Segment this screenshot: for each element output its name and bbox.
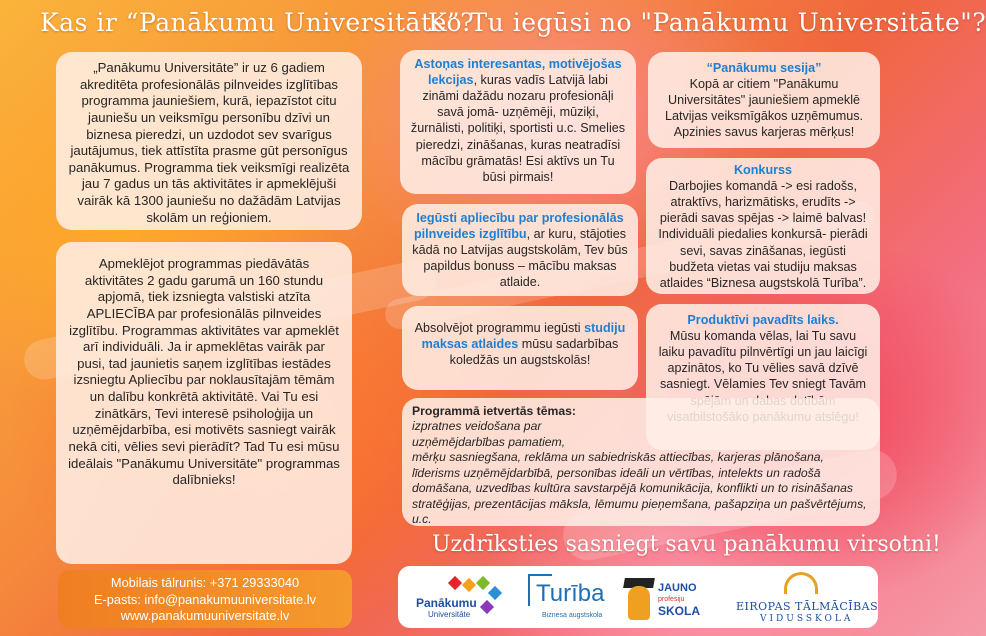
sunrise-icon: [784, 572, 818, 594]
certificate-box: [56, 242, 352, 564]
topics-title: Programmā ietvertās tēmas:: [412, 404, 576, 418]
slogan: Uzdrīksties sasniegt savu panākumu virsotni!: [432, 532, 941, 557]
productive-time-title: Produktīvi pavadīts laiks.: [687, 313, 839, 327]
etv-logo-line1: EIROPAS TĀLMĀCĪBAS: [736, 600, 879, 613]
etv-logo-line2: VIDUSSKOLA: [760, 614, 854, 624]
contact-box: [58, 570, 352, 628]
panakumu-universitate-logo: [410, 574, 500, 624]
discount-text-after: mūsu sadarbības koledžās un augstskolās!: [449, 337, 619, 368]
topics-line-1: izpratnes veidošana par uzņēmējdarbības pamatiem,: [412, 419, 566, 449]
jauno-logo-line2: profesiju: [658, 596, 685, 603]
about-program-text: „Panākumu Universitāte” ir uz 6 gadiem akreditēta profesionālās pilnveides izglītības programma jauniešiem, kurā, iepazīstot citu jauniešu un veiksmīgu personību dzīvi un biznesa pieredzi, un uzdodot sev svarīgus jautājumus, tiek attīstīta prasme gūt personīgus panākumus. Programma tiek veiksmīgi realizēta jau 7 gadus un tās aktivitātes ir apmeklējuši vairāk kā 1300 jauniešu no dažādām Latvijas skolām un reģioniem.: [68, 60, 350, 225]
hex-shape: [488, 586, 502, 600]
productive-time-text: Mūsu komanda vēlas, lai Tu savu laiku pavadītu pilnvērtīgi un jau laicīgi apzinātos, ko Tu vēlies savā dzīvē sasniegt. Vēlamies Tev sniegt Tavām: [658, 329, 868, 392]
discount-box: [402, 306, 638, 390]
certificate-benefit-highlight: Iegūsti apliecību par profesionālās pilnveides izglītību: [413, 211, 624, 242]
pu-logo-sub: Universitāte: [428, 610, 471, 619]
about-program-box: [56, 52, 362, 230]
lectures-highlight: Astoņas interesantas, motivējošas lekcijas: [414, 57, 622, 88]
jauno-profesiju-skola-logo: [622, 572, 718, 626]
eiropas-talmacibas-vidusskola-logo: [728, 570, 879, 626]
hex-shape: [462, 578, 476, 592]
jauno-logo-line3: SKOLA: [658, 604, 700, 618]
hex-shape: [480, 600, 494, 614]
lectures-box: [400, 50, 636, 194]
jauno-logo-line1: JAUNO: [658, 582, 697, 594]
hex-shape: [448, 576, 462, 590]
turiba-logo-sub: Biznesa augstskola: [542, 612, 603, 619]
topics-box: [402, 398, 880, 526]
discount-text-before: Absolvējot programmu iegūsti: [414, 321, 585, 335]
contest-box: [646, 158, 880, 294]
topics-line-2: mērķu sasniegšana, reklāma un sabiedriskās attiecības, karjeras plānošana, līderisms uzņēmējdarbībā, personības ideāli un vērtības, intelekts un radošā domāšana, uzvedības kultūra savstarpējā komunikācija, konflikti un to risināšanas stratēģijas, prezentācijas māksla, lēmumu pieņemšana, pašapziņa un pašvērtējums, u.c.: [412, 450, 867, 527]
certificate-benefit-box: [402, 204, 638, 296]
turiba-logo: [528, 574, 608, 622]
turiba-logo-title: Turība: [536, 580, 605, 607]
heading-left: Kas ir “Panākumu Universitāte”?: [40, 8, 474, 37]
hex-shape: [476, 576, 490, 590]
lectures-text: , kuras vadīs Latvijā labi zināmi dažādu nozaru profesionāļi savā jomā- uzņēmēji, mūziķi, žurnālisti, politiķi, sportisti u.c. Smelies pieredzi, zināšanas, kuras neatradīsi mācību grāmatās! Esi aktīvs un Tu būsi pirmais!: [410, 73, 626, 184]
contest-text: Darbojies komandā -> esi radošs, atraktīvs, harizmātisks, erudīts -> pierādi savas spējas -> laimē balvas! Individuāli piedalies konkursā- pierādi sevi, savas zināšanas, iegūsti budžeta vietas vai studiju maksas atlaides “Biznesa augstskolā Turība”.: [658, 179, 868, 290]
success-session-title: “Panākumu sesija”: [706, 61, 822, 75]
certificate-text: Apmeklējot programmas piedāvātās aktivitātes 2 gadu garumā un 160 stundu apjomā, tiek izsniegta valstiski atzīta APLIECĪBA par profesionālās pilnveides izglītību. Programmas aktivitātes var apmeklēt arī individuāli. Ja ir apmeklētas vairāk par pusi, tad jaunietis saņem izglītības iestādes izsniegtu Apliecību par noklausītajām tēmām un dalību konkrētā aktivitātē. Vai Tu esi zinātkārs, Tevi interesē psiholoģija un uzņēmējdarbība, esi motivēts sasniegt vairāk nekā citi, vēlies sevi pierādīt? Tad Tu esi mūsu ideālais "Panākumu Universitāte" programmas dalībnieks!: [68, 256, 340, 488]
contest-title: Konkurss: [733, 163, 793, 177]
heading-right: Ko Tu iegūsi no "Panākumu Universitāte"?: [428, 8, 986, 37]
partner-logos: [398, 566, 878, 628]
pu-logo-title: Panākumu: [416, 596, 477, 610]
discount-highlight: studiju maksas atlaides: [421, 321, 626, 352]
contact-email[interactable]: E-pasts: info@panakumuuniversitate.lv: [93, 591, 317, 607]
contact-website[interactable]: www.panakumuuniversitate.lv: [120, 608, 290, 624]
success-session-text: Kopā ar citiem "Panākumu Universitātes" jauniešiem apmeklē Latvijas veiksmīgākos uzņēmumus. Apzinies savus karjeras mērķus!: [664, 77, 864, 140]
contact-phone: Mobilais tālrunis: +371 29333040: [110, 575, 300, 590]
certificate-benefit-text: , ar kuru, stājoties kādā no Latvijas augstskolām, Tev būs papildus bonuss – mācību maksas atlaide.: [412, 227, 628, 290]
success-session-box: [648, 52, 880, 148]
graduate-figure-icon: [628, 586, 650, 620]
